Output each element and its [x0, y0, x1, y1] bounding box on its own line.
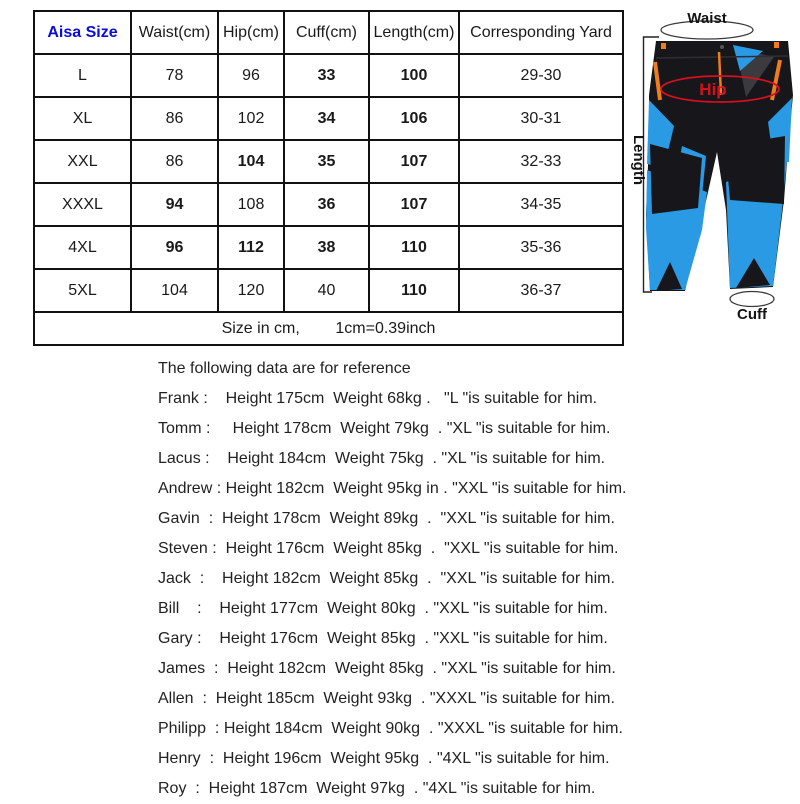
size-value-cell: 36 — [284, 183, 369, 226]
reference-line: Lacus : Height 184cm Weight 75kg . "XL "is suitable for him. — [158, 450, 606, 467]
size-value-cell: 30-31 — [459, 97, 623, 140]
reference-line: Steven : Height 176cm Weight 85kg . "XXL "is suitable for him. — [158, 540, 619, 557]
size-value-cell: 34-35 — [459, 183, 623, 226]
size-value-cell: 107 — [369, 183, 459, 226]
size-value-cell: 112 — [218, 226, 284, 269]
reference-line: Andrew : Height 182cm Weight 95kg in . "XXL "is suitable for him. — [158, 480, 627, 497]
size-value-cell: 106 — [369, 97, 459, 140]
right-zip-pull-icon — [774, 42, 779, 48]
reference-line: James : Height 182cm Weight 85kg . "XXL "is suitable for him. — [158, 660, 616, 677]
reference-line: Philipp : Height 184cm Weight 90kg . "XXXL "is suitable for him. — [158, 720, 623, 737]
size-value-cell: 40 — [284, 269, 369, 312]
column-header: Corresponding Yard — [459, 11, 623, 54]
reference-line: Gavin : Height 178cm Weight 89kg . "XXL "is suitable for him. — [158, 510, 615, 527]
column-header: Length(cm) — [369, 11, 459, 54]
length-label: Length — [630, 135, 647, 185]
size-label-cell: 4XL — [34, 226, 131, 269]
size-label-cell: 5XL — [34, 269, 131, 312]
size-value-cell: 96 — [218, 54, 284, 97]
pants-diagram — [622, 0, 800, 345]
cuff-label: Cuff — [737, 306, 767, 323]
size-value-cell: 38 — [284, 226, 369, 269]
reference-lines — [158, 384, 718, 804]
size-value-cell: 86 — [131, 97, 218, 140]
size-value-cell: 110 — [369, 269, 459, 312]
table-row — [34, 97, 623, 140]
size-value-cell: 29-30 — [459, 54, 623, 97]
reference-line: Roy : Height 187cm Weight 97kg . "4XL "is suitable for him. — [158, 780, 596, 797]
size-value-cell: 34 — [284, 97, 369, 140]
size-value-cell: 33 — [284, 54, 369, 97]
right-knee-pad — [725, 136, 785, 204]
reference-line: Tomm : Height 178cm Weight 79kg . "XL "is suitable for him. — [158, 420, 611, 437]
column-header-size: Aisa Size — [34, 11, 131, 54]
column-header: Hip(cm) — [218, 11, 284, 54]
reference-line: Henry : Height 196cm Weight 95kg . "4XL "is suitable for him. — [158, 750, 610, 767]
reference-line: Allen : Height 185cm Weight 93kg . "XXXL "is suitable for him. — [158, 690, 615, 707]
size-value-cell: 110 — [369, 226, 459, 269]
size-value-cell: 107 — [369, 140, 459, 183]
left-zip-pull-icon — [661, 43, 666, 49]
table-row — [34, 140, 623, 183]
size-value-cell: 36-37 — [459, 269, 623, 312]
size-value-cell: 104 — [218, 140, 284, 183]
size-value-cell: 78 — [131, 54, 218, 97]
size-value-cell: 94 — [131, 183, 218, 226]
reference-line: Gary : Height 176cm Weight 85kg . "XXL "is suitable for him. — [158, 630, 608, 647]
size-value-cell: 108 — [218, 183, 284, 226]
size-value-cell: 35 — [284, 140, 369, 183]
size-label-cell: XL — [34, 97, 131, 140]
reference-section — [158, 354, 718, 804]
table-row — [34, 269, 623, 312]
size-value-cell: 120 — [218, 269, 284, 312]
size-value-cell: 104 — [131, 269, 218, 312]
reference-title: The following data are for reference — [158, 360, 411, 377]
reference-line: Frank : Height 175cm Weight 68kg . "L "is suitable for him. — [158, 390, 598, 407]
size-label-cell: L — [34, 54, 131, 97]
cuff-measure-ellipse — [730, 292, 774, 307]
waist-button — [720, 45, 724, 49]
size-value-cell: 86 — [131, 140, 218, 183]
reference-line: Jack : Height 182cm Weight 85kg . "XXL "is suitable for him. — [158, 570, 615, 587]
column-header: Cuff(cm) — [284, 11, 369, 54]
unit-note: Size in cm, 1cm=0.39inch — [34, 312, 623, 345]
table-footer-row — [34, 312, 623, 345]
table-row — [34, 54, 623, 97]
table-row — [34, 183, 623, 226]
size-value-cell: 35-36 — [459, 226, 623, 269]
size-table — [33, 10, 624, 346]
reference-line: Bill : Height 177cm Weight 80kg . "XXL "is suitable for him. — [158, 600, 608, 617]
size-label-cell: XXXL — [34, 183, 131, 226]
pants-illustration — [622, 0, 800, 345]
column-header: Waist(cm) — [131, 11, 218, 54]
size-value-cell: 100 — [369, 54, 459, 97]
table-header-row — [34, 11, 623, 54]
table-row — [34, 226, 623, 269]
hip-label: Hip — [699, 80, 727, 99]
size-label-cell: XXL — [34, 140, 131, 183]
size-value-cell: 96 — [131, 226, 218, 269]
waist-label: Waist — [687, 10, 727, 27]
size-value-cell: 32-33 — [459, 140, 623, 183]
size-value-cell: 102 — [218, 97, 284, 140]
